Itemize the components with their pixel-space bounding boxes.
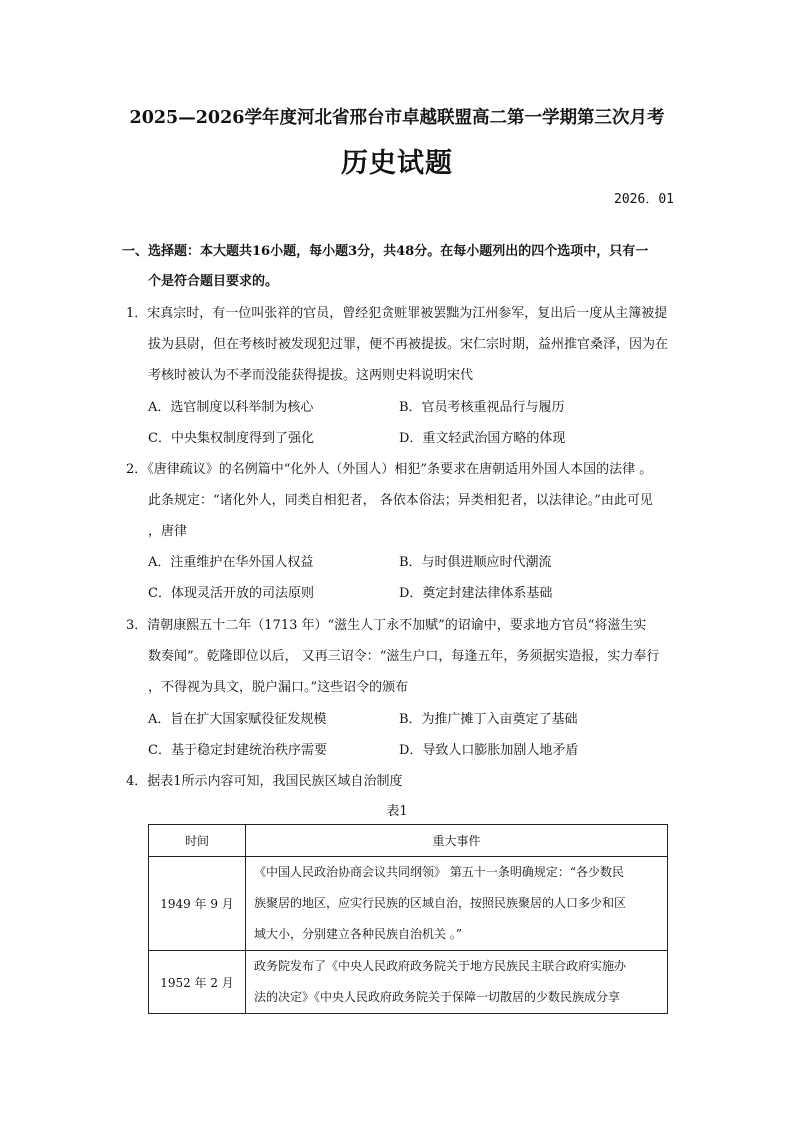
row-event-line: 法的决定》《中央人民政府政务院关于保障一切散居的少数民族成分享 [254, 990, 621, 1004]
exam-date: 2026．01 [614, 192, 674, 207]
question-1-option-c: C．中央集权制度得到了强化 [148, 431, 314, 446]
question-1-line-2: 拔为县尉，但在考核时被发现犯过罪，便不再被提拔。宋仁宗时期，益州推官桑泽，因为在 [148, 337, 669, 352]
question-1-option-b: B．官员考核重视品行与履历 [399, 400, 565, 415]
table-row [149, 951, 668, 1014]
exam-title: 2025—2026学年度河北省邢台市卓越联盟高二第一学期第三次月考 [129, 108, 665, 128]
question-3-option-c: C．基于稳定封建统治秩序需要 [148, 743, 327, 758]
question-2-option-a: A．注重维护在华外国人权益 [148, 555, 314, 570]
question-4-line-1: 4．据表1所示内容可知，我国民族区域自治制度 [126, 774, 403, 789]
row-event-line: 族聚居的地区，应实行民族的区域自治，按照民族聚居的人口多少和区 [254, 896, 627, 910]
table-row [149, 857, 668, 951]
section-heading-line-2: 个是符合题目要求的。 [148, 274, 279, 289]
question-2-line-2: 此条规定：“诸化外人，同类自相犯者， 各依本俗法；异类相犯者，以法律论。”由此可见 [148, 493, 653, 508]
table-caption: 表1 [386, 804, 408, 819]
row-event-line: 域大小，分别建立各种民族自治机关 。” [254, 927, 462, 941]
row-event-line: 《中国人民政治协商会议共同纲领》 第五十一条明确规定：“各少数民 [254, 865, 624, 879]
section-heading-line-1: 一、选择题：本大题共16小题，每小题3分，共48分。在每小题列出的四个选项中，只有一 [122, 244, 649, 259]
question-2-option-d: D．奠定封建法律体系基础 [399, 586, 553, 601]
question-3-option-d: D．导致人口膨胀加剧人地矛盾 [399, 743, 579, 758]
question-2-line-1: 2．《唐律疏议》的名例篇中“化外人（外国人）相犯”条要求在唐朝适用外国人本国的法律 。 [126, 462, 653, 477]
row-event-line: 政务院发布了《中央人民政府政务院关于地方民族民主联合政府实施办 [254, 959, 627, 973]
question-1-line-3: 考核时被认为不孝而没能获得提拔。这两则史料说明宋代 [148, 368, 474, 383]
question-2-line-3: ，唐律 [148, 524, 188, 539]
question-1-option-a: A．选官制度以科举制为核心 [148, 400, 314, 415]
row-time: 1952 年 2 月 [149, 951, 246, 1014]
question-2-option-b: B．与时俱进顺应时代潮流 [399, 555, 552, 570]
event-table [148, 824, 668, 1014]
question-3-line-3: ，不得视为具文，脱户漏口。”这些诏令的颁布 [148, 680, 409, 695]
subject-title: 历史试题 [341, 148, 453, 179]
row-event [246, 857, 668, 951]
question-3-line-2: 数奏闻”。乾隆即位以后， 又再三诏令：“滋生户口，每逢五年，务须据实造报，实力奉行 [148, 649, 660, 664]
header-time: 时间 [149, 825, 246, 857]
question-3-line-1: 3．清朝康熙五十二年（1713 年）“滋生人丁永不加赋”的诏谕中，要求地方官员“将滋生实 [126, 618, 647, 633]
row-time: 1949 年 9 月 [149, 857, 246, 951]
row-event [246, 951, 668, 1014]
question-2-option-c: C．体现灵活开放的司法原则 [148, 586, 314, 601]
question-1-option-d: D．重文轻武治国方略的体现 [399, 431, 566, 446]
question-3-option-b: B．为推广摊丁入亩奠定了基础 [399, 712, 578, 727]
header-event: 重大事件 [246, 825, 668, 857]
question-3-option-a: A．旨在扩大国家赋役征发规模 [148, 712, 327, 727]
question-1-line-1: 1．宋真宗时，有一位叫张祥的官员，曾经犯贪赃罪被罢黜为江州参军，复出后一度从主簿被提 [126, 306, 668, 321]
table-header-row [149, 825, 668, 857]
